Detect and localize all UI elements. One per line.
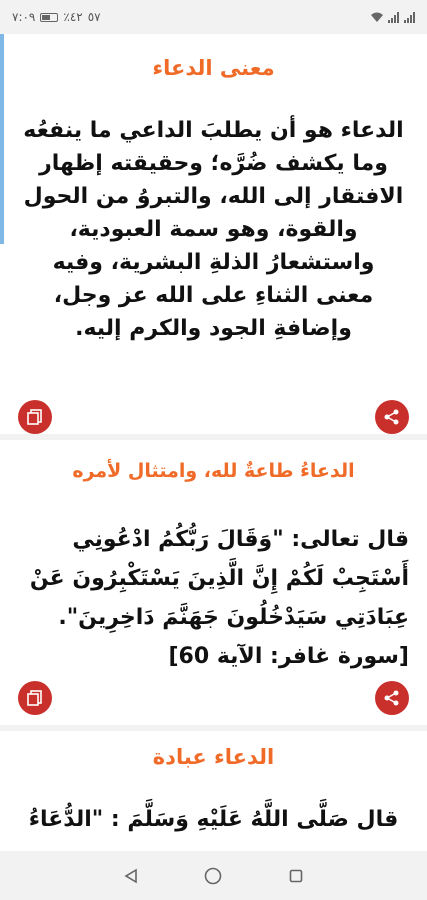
share-button[interactable] bbox=[375, 681, 409, 715]
share-icon bbox=[383, 689, 401, 707]
speed-text: ٥٧ bbox=[87, 10, 101, 24]
card-body: قال تعالى: "وَقَالَ رَبُّكُمُ ادْعُونِي أَسْتَجِبْ لَكُمْ إِنَّ الَّذِينَ يَسْتَكْبِرُونَ عَنْ عِبَادَتِي سَيَدْخُلُونَ جَهَنَّمَ دَاخِرِينَ". [سورة غافر: الآية 60] bbox=[29, 527, 409, 669]
card-title: الدعاءُ طاعةٌ لله، وامتثال لأمره bbox=[72, 460, 355, 482]
card-title: معنى الدعاء bbox=[152, 56, 275, 80]
copy-button[interactable] bbox=[18, 681, 52, 715]
status-right bbox=[371, 12, 415, 23]
card-title: الدعاء عبادة bbox=[152, 745, 275, 769]
battery-icon bbox=[40, 13, 58, 22]
share-button[interactable] bbox=[375, 400, 409, 434]
card-obedience bbox=[0, 440, 427, 725]
content-scroll[interactable] bbox=[0, 34, 427, 851]
recents-button[interactable] bbox=[282, 862, 310, 890]
card-body: قال صَلَّى اللَّهُ عَلَيْهِ وَسَلَّمَ : "الدُّعَاءُ bbox=[28, 807, 399, 832]
home-circle-icon bbox=[203, 866, 223, 886]
status-bar bbox=[0, 0, 427, 34]
signal-icon-2 bbox=[404, 12, 415, 23]
status-left bbox=[12, 10, 101, 24]
battery-percent: ٪٤٢ bbox=[63, 10, 83, 24]
home-button[interactable] bbox=[199, 862, 227, 890]
card-worship bbox=[0, 731, 427, 851]
copy-icon bbox=[26, 408, 44, 426]
share-icon bbox=[383, 408, 401, 426]
wifi-icon bbox=[371, 12, 383, 22]
card-body: الدعاء هو أن يطلبَ الداعي ما ينفعُه وما يكشف ضُرَّه؛ وحقيقته إظهار الافتقار إلى الله، والتبروُ من الحول والقوة، وهو سمة العبودية، واستشعارُ الذلةِ البشرية، وفيه معنى الثناءِ على الله عز وجل، وإضافةِ الجود والكرم إليه. bbox=[23, 118, 404, 341]
card-meaning bbox=[0, 34, 427, 434]
copy-icon bbox=[26, 689, 44, 707]
back-triangle-icon bbox=[122, 867, 140, 885]
time-text: ٧:٠٩ bbox=[12, 10, 36, 24]
navigation-bar bbox=[0, 851, 427, 900]
copy-button[interactable] bbox=[18, 400, 52, 434]
scroll-accent bbox=[0, 34, 4, 244]
signal-icon bbox=[388, 12, 399, 23]
back-button[interactable] bbox=[117, 862, 145, 890]
recents-square-icon bbox=[287, 867, 305, 885]
